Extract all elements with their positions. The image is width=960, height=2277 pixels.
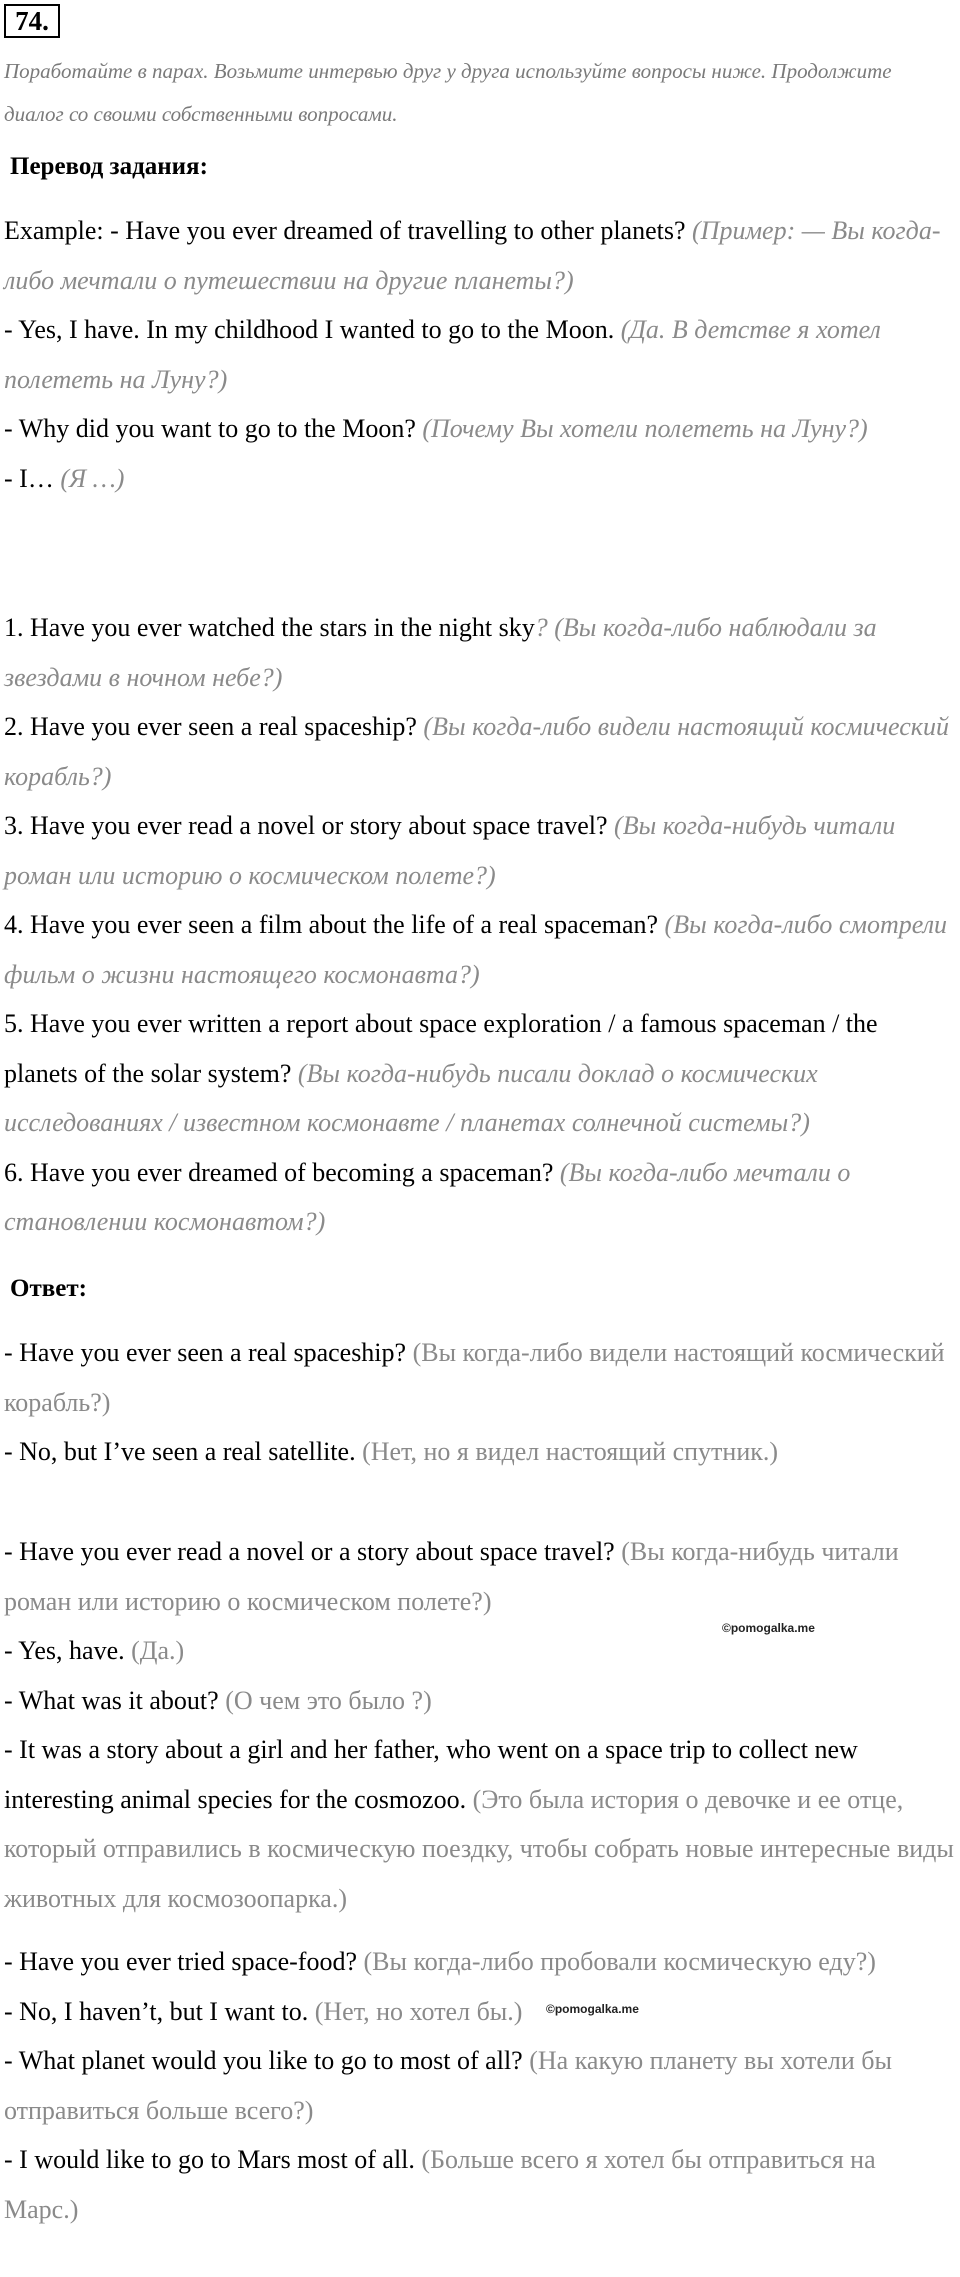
answer-line <box>4 1937 956 1987</box>
question-item <box>4 603 956 702</box>
russian-translation: (Вы когда-либо смотрели фильм о жизни настоящего космонавта?) <box>4 910 948 989</box>
russian-translation: (Почему Вы хотели полететь на Луну?) <box>415 414 868 443</box>
russian-translation: (О чем это было ?) <box>218 1685 432 1715</box>
question-item <box>4 702 956 801</box>
watermark: ©pomogalka.me <box>722 1621 815 1635</box>
english-text: 2. Have you ever seen a real spaceship? <box>4 712 417 741</box>
english-text: - What was it about? <box>4 1685 219 1715</box>
example-line <box>4 305 956 404</box>
english-text: - Why did you want to go to the Moon? <box>4 414 416 443</box>
question-item <box>4 900 956 999</box>
english-text: - It was a story about a girl and her father, who went on a space trip to collect new interesting animal species for the cosmozoo. <box>4 1735 858 1814</box>
answer-line <box>4 1427 956 1477</box>
exercise-number: 74. <box>4 4 60 38</box>
english-text: 5. Have you ever written a report about space exploration / a famous spaceman / the planets of the solar system? <box>4 1009 878 1088</box>
russian-translation: (Вы когда-нибудь читали роман или историю о космическом полете?) <box>4 811 896 890</box>
english-text: - What planet would you like to go to most of all? <box>4 2046 523 2075</box>
english-text: - No, I haven’t, but I want to. <box>4 1996 309 2026</box>
english-text: - Yes, I have. In my childhood I wanted to go to the Moon. <box>4 315 615 344</box>
russian-translation: (Да.) <box>124 1636 185 1665</box>
russian-translation: (Вы когда-либо пробовали космическую еду?) <box>357 1947 876 1976</box>
russian-translation: (На какую планету вы хотели бы отправиться больше всего?) <box>4 2046 892 2125</box>
instruction-text: Поработайте в парах. Возьмите интервью друг у друга используйте вопросы ниже. Продолжите диалог со своими собственными вопросами. <box>4 59 892 126</box>
answer-heading: Ответ: <box>10 1275 87 1302</box>
english-text: 3. Have you ever read a novel or story about space travel? <box>4 811 608 840</box>
russian-translation: (Нет, но я видел настоящий спутник.) <box>355 1437 779 1466</box>
answer-dialogue-3 <box>4 1937 956 2234</box>
russian-translation: (Вы когда-нибудь читали роман или историю о космическом полете?) <box>4 1537 899 1616</box>
english-text: Example: - Have you ever dreamed of travelling to other planets? <box>4 216 686 245</box>
question-item <box>4 1148 956 1247</box>
answer-line <box>4 2135 956 2234</box>
answer-line <box>4 1328 956 1427</box>
russian-translation: (Я …) <box>53 463 125 493</box>
question-list <box>4 603 956 1247</box>
answer-dialogue-1 <box>4 1328 956 1477</box>
russian-translation: (Это была история о девочке и ее отце, который отправились в космическую поездку, чтобы собрать новые интересные виды животных для космозоопарка.) <box>4 1784 954 1913</box>
english-text: - No, but I’ve seen a real satellite. <box>4 1437 356 1466</box>
answer-dialogue-2 <box>4 1527 956 1923</box>
english-text: - Have you ever seen a real spaceship? <box>4 1338 407 1367</box>
russian-translation: (Нет, но хотел бы.) <box>308 1996 523 2026</box>
russian-translation: (Вы когда-либо видели настоящий космический корабль?) <box>4 1338 945 1417</box>
example-dialogue <box>4 206 956 503</box>
answer-line <box>4 1987 956 2037</box>
answer-line <box>4 2036 956 2135</box>
english-text: 6. Have you ever dreamed of becoming a spaceman? <box>4 1157 554 1187</box>
example-line <box>4 206 956 305</box>
english-text: - I… <box>4 463 54 493</box>
example-line <box>4 404 956 454</box>
russian-translation: (Да. В детстве я хотел полететь на Луну?) <box>4 315 881 394</box>
russian-translation: (Пример: — Вы когда-либо мечтали о путешествии на другие планеты?) <box>4 216 941 295</box>
question-item <box>4 801 956 900</box>
english-text: 4. Have you ever seen a film about the life of a real spaceman? <box>4 910 659 939</box>
watermark: ©pomogalka.me <box>546 2002 639 2016</box>
english-text: - Have you ever read a novel or a story about space travel? <box>4 1537 615 1566</box>
english-text: 1. Have you ever watched the stars in the night sky <box>4 613 535 642</box>
question-item <box>4 999 956 1148</box>
answer-line <box>4 1725 956 1923</box>
russian-translation: (Больше всего я хотел бы отправиться на Марс.) <box>4 2145 876 2224</box>
russian-translation: (Вы когда-нибудь писали доклад о космических исследованиях / известном космонавте / планетах солнечной системы?) <box>4 1058 818 1137</box>
translation-heading: Перевод задания: <box>10 153 208 180</box>
english-text: - I would like to go to Mars most of all. <box>4 2145 415 2174</box>
russian-translation: (Вы когда-либо видели настоящий космический корабль?) <box>4 712 949 791</box>
english-text: - Have you ever tried space-food? <box>4 1947 357 1976</box>
answer-line <box>4 1527 956 1626</box>
example-line <box>4 454 956 504</box>
english-text: - Yes, have. <box>4 1636 125 1665</box>
russian-translation: ? (Вы когда-либо наблюдали за звездами в ночном небе?) <box>4 613 877 692</box>
russian-translation: (Вы когда-либо мечтали о становлении космонавтом?) <box>4 1157 851 1236</box>
answer-line <box>4 1676 956 1726</box>
